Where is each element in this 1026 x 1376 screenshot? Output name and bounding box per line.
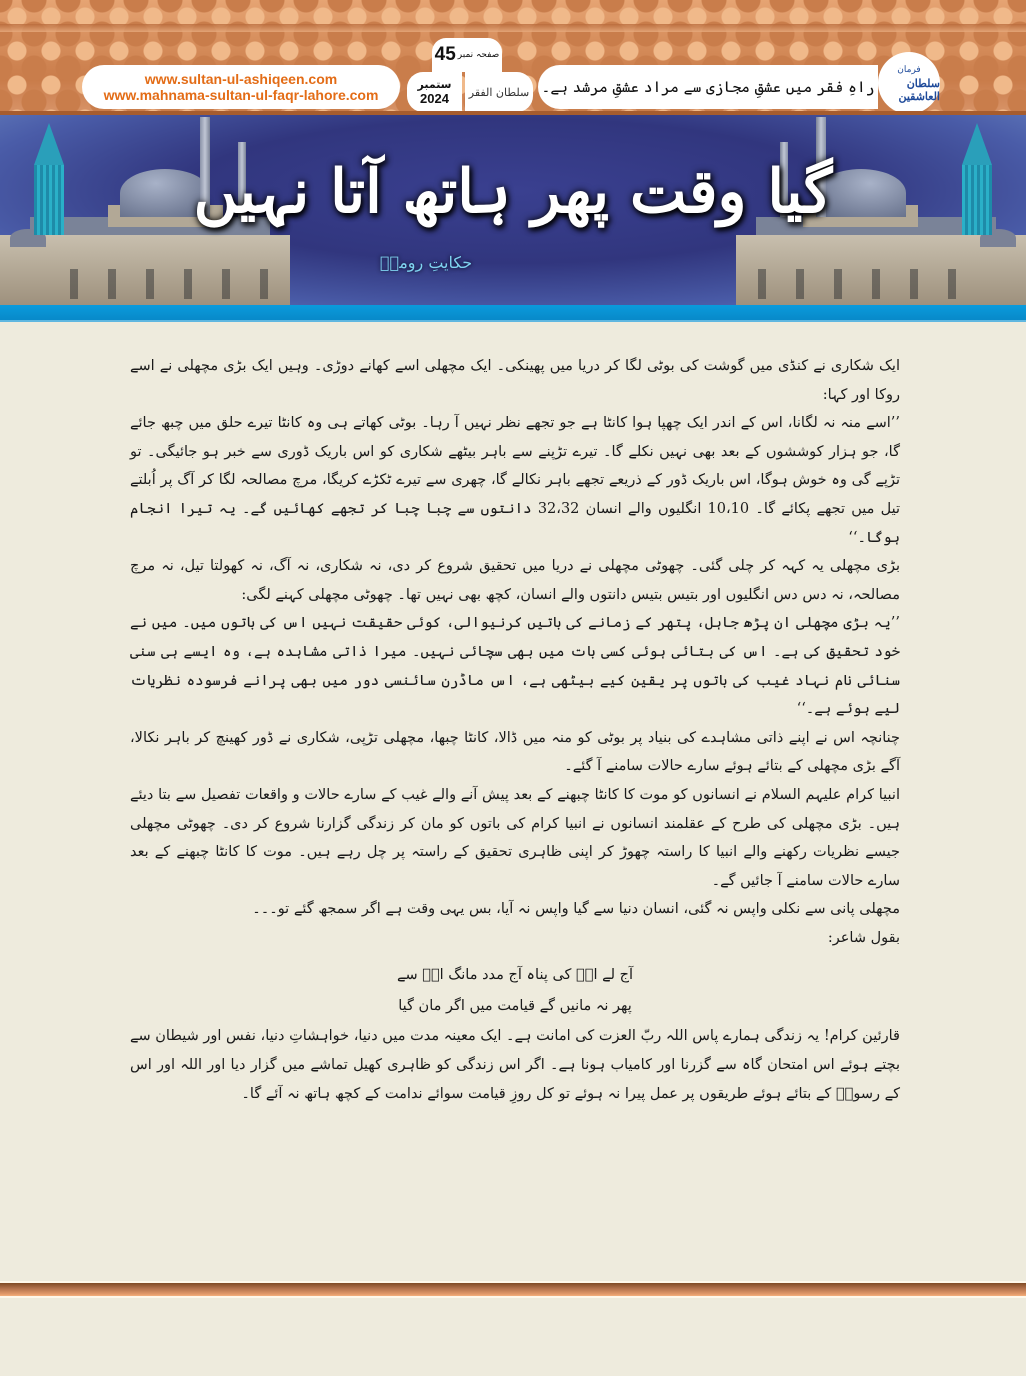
page-number: 45 [434, 44, 456, 65]
paragraph-quote: ’’یہ بڑی مچھلی ان پڑھ جاہل، پتھر کے زمانے کی باتیں کرنیوالی، کوئی حقیقت نہیں اس کی باتوں میں۔ میں نے خود تحقیق کی ہے۔ اس کی بتائی ہوئی کسی بات میں بھی سچائی نہیں۔ میرا ذاتی مشاہدہ ہے، وہ ایسے ہی سنی سنائی نام نہاد غیب کی باتوں پر یقین کیے بیٹھی ہے، اس ماڈرن سائنسی دور میں بھی پرانے فرسودہ نظریات لیے ہوئے ہے۔‘‘ [130, 615, 900, 718]
issue-month: ستمبر [417, 78, 452, 91]
paragraph-quote: ’’اسے منہ نہ لگانا، اس کے اندر ایک چھپا ہوا کانٹا ہے جو تجھے نظر نہیں آ رہا۔ بوٹی کھاتے ہی وہ کانٹا تیرے حلق میں چبھ جائے گا، جو ہزار کوششوں کے بعد بھی نہیں نکلے گا۔ تیرے تڑپنے سے باہر بیٹھے شکاری کو اس باریک ڈوری سے خبر ہو جائیگی۔ تو تڑپے گی وہ خوش ہوگا، اس باریک ڈور کے ذریعے تجھے باہر نکالے گا، چھری سے تیرے ٹکڑے کریگا، مرچ مصالحہ لگا کر آگ پر اُبلتے تیل میں تجھے پکائے گا۔ 10،10 انگلیوں والے انسان 32،32 دانتوں سے چبا چبا کر تجھے کھائیں گے۔ یہ تیرا انجام ہوگا۔‘‘ [130, 415, 900, 546]
couplet-line-1: آج لے انؐ کی پناہ آج مدد مانگ انؐ سے [396, 967, 634, 984]
closing-paragraph: قارئین کرام! یہ زندگی ہمارے پاس اللہ ربّ العزت کی امانت ہے۔ ایک معینہ مدت میں دنیا، خواہشاتِ دنیا، نفس اور شیطان سے بچتے ہوئے اس امتحان گاہ سے گزرنا اور کامیاب ہونا ہے۔ اگر اس زندگی کو ظاہری کھیل تماشے میں گزار دیا اور اللہ اور اس کے رسولؐ کے بتائے ہوئے طریقوں پر عمل پیرا نہ ہوئے تو کل روزِ قیامت سوائے ندامت کے کچھ ہاتھ نہ آئے گا۔ [130, 1028, 900, 1102]
website-urls [82, 65, 400, 109]
paragraph: بڑی مچھلی یہ کہہ کر چلی گئی۔ چھوٹی مچھلی نے دریا میں تحقیق شروع کر دی، نہ شکاری، نہ آگ، نہ کھولتا تیل، نہ مرچ مصالحہ، نہ دس دس انگلیوں اور بتیس بتیس دانتوں والے انسان، کچھ بھی نہیں تھا۔ چھوٹی مچھلی کہنے لگی: [130, 558, 900, 603]
header-quote-text: راہِ فقر میں عشقِ مجازی سے مراد عشقِ مرشد ہے۔ [541, 78, 875, 96]
poet-label: بقول شاعر: [827, 929, 900, 946]
badge-line-2: سلطان العاشقین [898, 76, 940, 103]
page-number-label: صفحہ نمبر [457, 50, 500, 60]
article-title: گیا وقت پھر ہاتھ آتا نہیں [193, 157, 833, 227]
header-decorative-band [0, 0, 1026, 115]
paragraph: انبیا کرام علیہم السلام نے انسانوں کو موت کا کانٹا چبھنے کے بعد پیش آنے والے غیب کے سارے حالات و واقعات تفصیل سے بتا دیئے ہیں۔ بڑی مچھلی کی طرح کے عقلمند انسانوں نے انبیا کرام کی باتوں کو مان کر زندگی گزارنا شروع کر دی۔ چھوٹی مچھلی جیسے نظریات رکھنے والے انبیا کا راستہ چھوڑ کر اپنی ظاہری تحقیق کے راستہ پر چل رہے ہیں۔ موت کا کانٹا چبھنے کے بعد سارے حالات سامنے آ جائیں گے۔ [130, 786, 900, 889]
magazine-logo-text: سلطان الفقر [468, 85, 530, 99]
banner-divider-strip [0, 305, 1026, 322]
paragraph: مچھلی پانی سے نکلی واپس نہ گئی، انسان دنیا سے گیا واپس نہ آیا، بس یہی وقت ہے اگر سمجھ گئے تو۔۔۔ [252, 901, 900, 918]
paragraph: ایک شکاری نے کنڈی میں گوشت کی بوٹی لگا کر دریا میں پھینکی۔ ایک مچھلی اسے کھانے دوڑی۔ وہیں ایک بڑی مچھلی نے اسے روکا اور کہا: [130, 358, 900, 403]
couplet-line-2: پھر نہ مانیں گے قیامت میں اگر مان گیا [398, 998, 632, 1015]
article-subtitle: حکایتِ رومیؒ [380, 253, 473, 272]
title-banner [0, 115, 1026, 305]
poetry-couplet [130, 960, 900, 1022]
paragraph: چنانچہ اس نے اپنے ذاتی مشاہدے کی بنیاد پر بوٹی کو منہ میں ڈالا، کانٹا چبھا، مچھلی تڑپی، شکاری نے ڈور کھینچ کر باہر نکالا، آگے بڑی مچھلی کے بتائے ہوئے سارے حالات سامنے آ گئے۔ [130, 729, 900, 775]
issue-year: 2024 [420, 91, 449, 106]
issue-date [407, 72, 462, 112]
badge-line-1: فرمان [897, 64, 921, 75]
farman-badge [878, 52, 940, 114]
footer-decorative-bar [0, 1281, 1026, 1298]
magazine-logo [465, 72, 533, 112]
page-number-tab [432, 38, 502, 72]
website-url-2[interactable]: www.mahnama-sultan-ul-faqr-lahore.com [103, 87, 379, 103]
website-url-1[interactable]: www.sultan-ul-ashiqeen.com [144, 71, 338, 87]
header-quote [538, 65, 878, 109]
article-body [130, 352, 900, 1108]
